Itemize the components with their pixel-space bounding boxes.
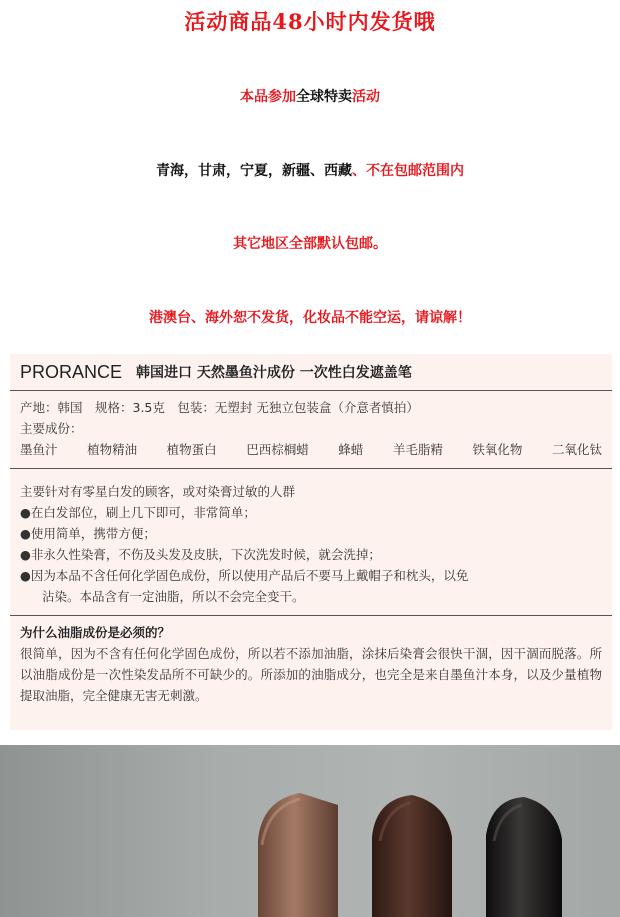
usage-bullet: ●在白发部位，刷上几下即可，非常简单； [20,505,256,520]
usage-section [10,468,612,615]
usage-bullet: ●因为本品不含任何化学固色成份，所以使用产品后不要马上戴帽子和枕头，以免 [20,568,469,583]
usage-bullet: ●非永久性染膏，不伤及头发及皮肤，下次洗发时候，就会洗掉； [20,547,381,562]
ingredients-label: 主要成份： [20,421,83,436]
notice-shipping-48h: 活动商品48小时内发货哦 [184,9,436,34]
ingredient-item: 植物精油 [87,442,138,457]
faq-answer: 很简单，因为不含有任何化学固色成份，所以若不添加油脂，涂抹后染膏会很快干涸，因干涸而脱落。所以油脂成份是一次性染发品所不可缺少的。所添加的油脂成分，也完全是来自墨鱼汁本身，以及少量植物提取油脂，完全健康无害无刺激。 [20,646,602,703]
notice-global-sale-part2: 全球特卖 [296,89,352,105]
product-photo [0,745,620,917]
notice-global-sale-part3: 活动 [352,89,380,105]
product-info-header [10,354,612,391]
spec-section [10,391,612,468]
brand-name: PRORANCE [20,361,123,382]
notice-no-overseas: 港澳台、海外恕不发货，化妆品不能空运，请谅解！ [149,310,471,326]
notice-free-shipping: 其它地区全部默认包邮。 [233,236,387,252]
product-info-panel [10,354,612,730]
spec-line: 产地：韩国 规格：3.5克 包装：无塑封 无独立包装盒（介意者慎拍） [20,400,419,415]
ingredient-item: 巴西棕榈蜡 [246,442,309,457]
product-title: 韩国进口 天然墨鱼汁成份 一次性白发遮盖笔 [136,365,412,381]
dark-brown-stick [372,795,452,917]
notice-excluded-regions-text: 、不在包邮范围内 [352,163,464,179]
usage-bullet: ●使用简单，携带方便； [20,526,156,541]
faq-question: 为什么油脂成份是必须的？ [20,625,171,640]
notice-excluded-regions [0,160,620,180]
notice-global-sale [0,86,620,106]
ingredients-list [20,439,602,460]
light-brown-stick [258,793,338,917]
ingredient-item: 铁氧化物 [472,442,523,457]
ingredient-item: 羊毛脂精 [392,442,443,457]
ingredient-item: 植物蛋白 [166,442,217,457]
notice-global-sale-part1: 本品参加 [240,89,296,105]
usage-bullet-continuation: 沾染。本品含有一定油脂，所以不会完全变干。 [42,589,305,604]
notice-excluded-regions-list: 青海，甘肃，宁夏，新疆、西藏 [156,163,352,179]
faq-section [10,615,612,714]
ingredient-item: 墨鱼汁 [20,442,58,457]
ingredient-item: 蜂蜡 [338,442,364,457]
ingredient-item: 二氧化钛 [551,442,602,457]
product-photo-svg [0,745,620,917]
target-users: 主要针对有零星白发的顾客，或对染膏过敏的人群 [20,484,296,499]
black-stick [486,797,562,917]
